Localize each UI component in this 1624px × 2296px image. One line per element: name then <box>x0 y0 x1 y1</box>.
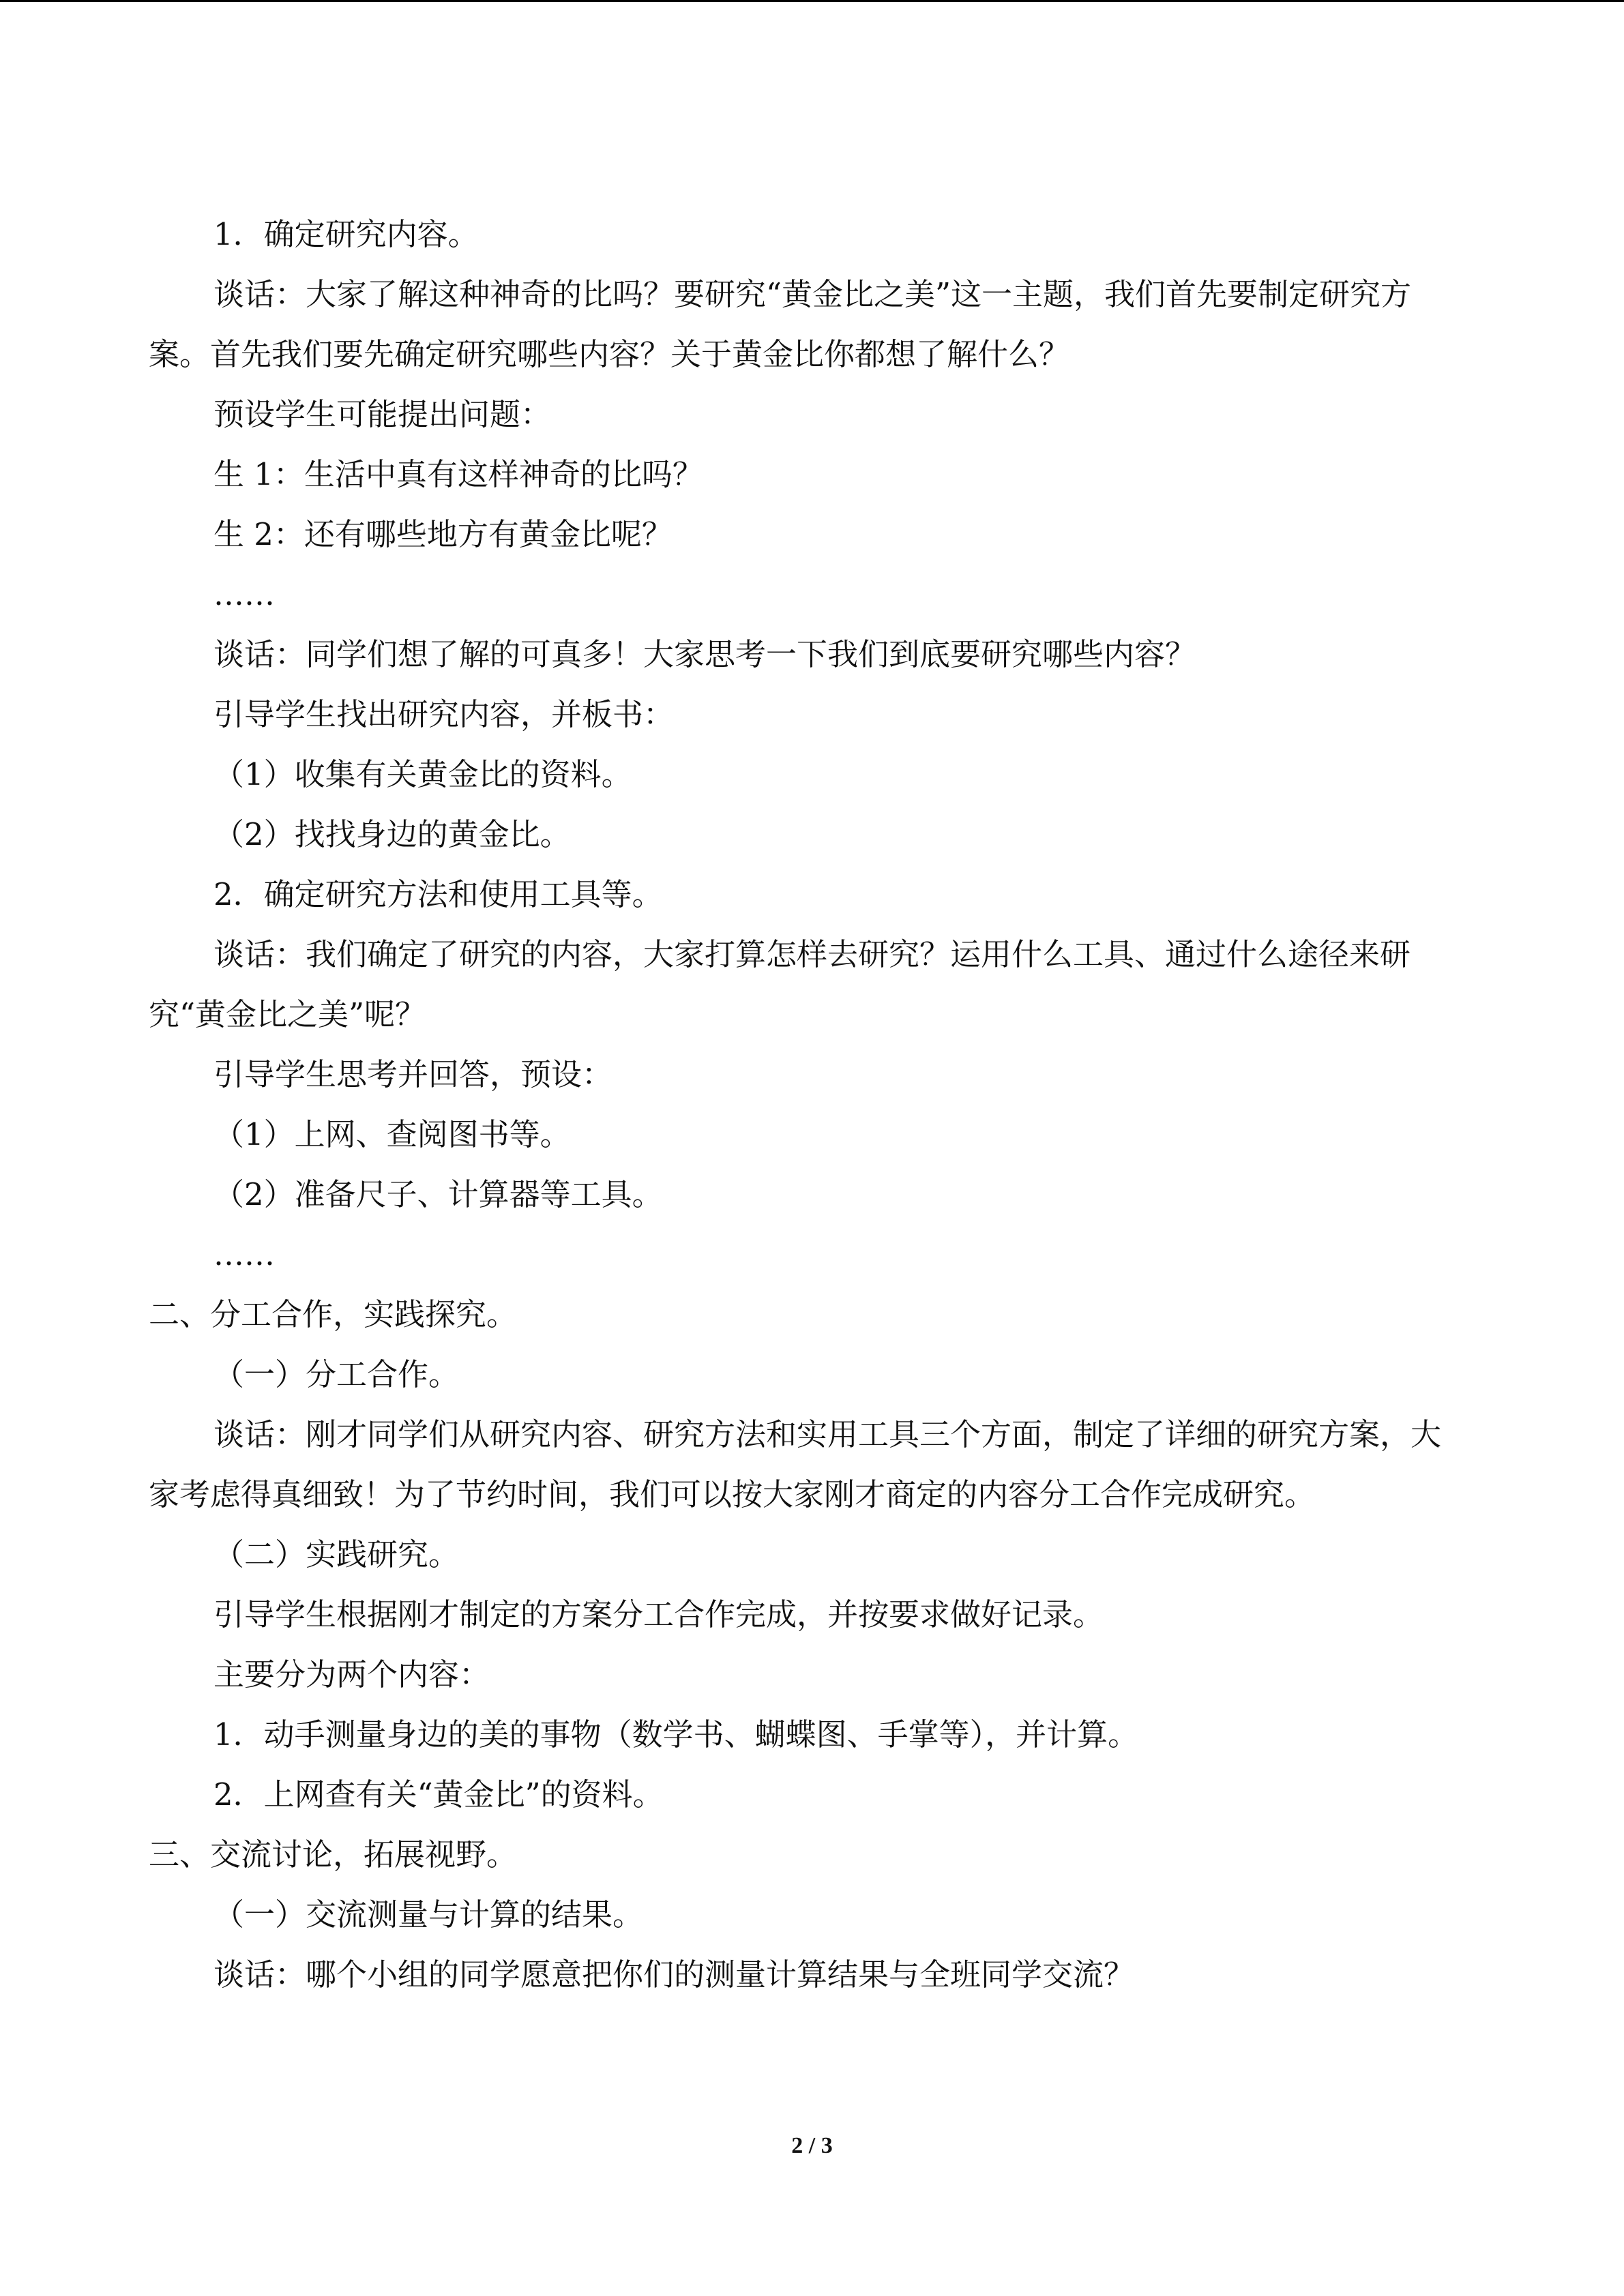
paragraph: 引导学生根据刚才制定的方案分工合作完成，并按要求做好记录。 <box>213 1596 1104 1632</box>
paragraph: 生 2：还有哪些地方有黄金比呢？ <box>213 516 673 552</box>
paragraph: 2．确定研究方法和使用工具等。 <box>213 876 663 912</box>
section-heading: 二、分工合作，实践探究。 <box>149 1296 518 1332</box>
ellipsis: …… <box>213 576 275 612</box>
paragraph: 谈话：刚才同学们从研究内容、研究方法和实用工具三个方面，制定了详细的研究方案，大家考虑得真细致！为了节约时间，我们可以按大家刚才商定的内容分工合作完成研究。 <box>149 1416 1442 1512</box>
page-number: 2 / 3 <box>791 2133 833 2158</box>
top-border-line <box>0 0 1624 2</box>
paragraph: 引导学生找出研究内容，并板书： <box>213 696 675 732</box>
paragraph: 引导学生思考并回答，预设： <box>213 1056 613 1092</box>
paragraph: 谈话：哪个小组的同学愿意把你们的测量计算结果与全班同学交流？ <box>213 1956 1135 1993</box>
paragraph: 生 1：生活中真有这样神奇的比吗？ <box>213 456 703 492</box>
list-item: （1）上网、查阅图书等。 <box>213 1116 571 1152</box>
paragraph: 1．确定研究内容。 <box>213 216 479 252</box>
paragraph: 谈话：大家了解这种神奇的比吗？要研究“黄金比之美”这一主题，我们首先要制定研究方案。首先我们要先确定研究哪些内容？关于黄金比你都想了解什么？ <box>149 276 1412 372</box>
ellipsis: …… <box>213 1236 275 1272</box>
paragraph: 谈话：同学们想了解的可真多！大家思考一下我们到底要研究哪些内容？ <box>213 636 1196 672</box>
paragraph: 预设学生可能提出问题： <box>213 396 552 432</box>
paragraph: 主要分为两个内容： <box>213 1656 490 1693</box>
section-heading: 三、交流讨论，拓展视野。 <box>149 1836 518 1873</box>
list-item: （1）收集有关黄金比的资料。 <box>213 756 632 792</box>
subsection-heading: （一）交流测量与计算的结果。 <box>213 1896 644 1933</box>
subsection-heading: （一）分工合作。 <box>213 1356 460 1392</box>
paragraph: 1．动手测量身边的美的事物（数学书、蝴蝶图、手掌等），并计算。 <box>213 1716 1139 1753</box>
document-body <box>149 205 1465 2005</box>
list-item: （2）准备尺子、计算器等工具。 <box>213 1176 663 1212</box>
list-item: （2）找找身边的黄金比。 <box>213 816 571 852</box>
paragraph: 谈话：我们确定了研究的内容，大家打算怎样去研究？运用什么工具、通过什么途径来研究“黄金比之美”呢？ <box>149 936 1411 1032</box>
subsection-heading: （二）实践研究。 <box>213 1536 460 1572</box>
paragraph: 2．上网查有关“黄金比”的资料。 <box>213 1776 664 1813</box>
